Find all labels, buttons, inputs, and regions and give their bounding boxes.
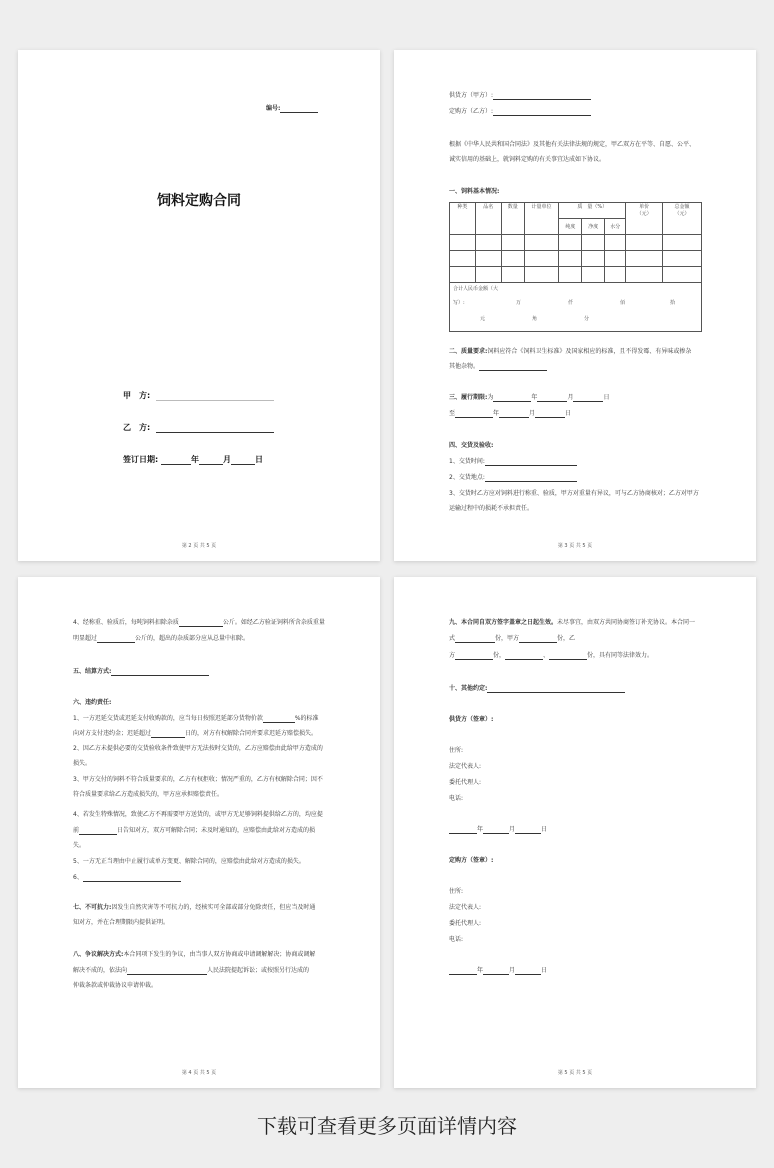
supplier-phone-label: 电话: <box>449 795 464 802</box>
section-3-title: 三、履行期限: <box>449 394 488 401</box>
table-header: 数量 <box>501 203 524 235</box>
intro-line-1: 根据《中华人民共和国合同法》及其他有关法律法规的规定，甲乙双方在平等、自愿、公平、 <box>449 141 696 148</box>
supplier-label: 供货方（甲方）: <box>449 92 494 99</box>
term-from: 为 <box>487 394 494 401</box>
section-2-line <box>449 348 691 356</box>
text-run: 人民法院提起诉讼；或按照另行达成的 <box>207 967 310 974</box>
section-8-title: 八、争议解决方式: <box>73 951 124 958</box>
s6-2-line-1: 2、因乙方未提供必要的交货验收条件致使甲方无法按时交货的，乙方应赔偿由此给甲方造成的 <box>73 745 323 752</box>
section-3-line-2 <box>449 410 571 418</box>
cover-page <box>18 50 380 561</box>
table-row <box>450 235 702 251</box>
buyer-blank <box>493 115 591 116</box>
text-run: 公斤。如经乙方验证饲料所含杂质重量 <box>222 619 325 626</box>
table-header-row <box>450 203 702 219</box>
contract-number-label: 编号: <box>266 105 281 112</box>
month-label: 月 <box>223 455 231 464</box>
unit-price-header: 单价 <box>639 204 650 210</box>
page-3 <box>18 577 380 1088</box>
s6-3-line-1: 3、甲方交付的饲料不符合质量要求的，乙方有权拒收；情况严重的，乙方有权解除合同；因不 <box>73 776 323 783</box>
unit-jiao: 角 <box>532 316 538 322</box>
table-header <box>626 203 663 235</box>
section-2-text: 饲料应符合《饲料卫生标准》及国家相应的标准，且不得发霉、有异味或掺杂 <box>487 348 692 355</box>
buyer-line <box>449 108 591 116</box>
settlement-blank <box>111 675 209 676</box>
text-run: 式 <box>449 635 456 642</box>
text-run: 份，具有同等法律效力。 <box>587 652 654 659</box>
s6-4-line-2 <box>73 827 315 835</box>
section-2-title: 二、质量要求: <box>449 348 488 355</box>
day-label: 日 <box>565 410 572 417</box>
document-title: 饲料定购合同 <box>157 193 241 209</box>
total-amount-cell <box>450 283 702 332</box>
section-7-line-1 <box>73 904 315 912</box>
party-b-line <box>123 422 274 433</box>
intro-line-2: 诚实信用的基础上，就饲料定购的有关事宜达成如下协议。 <box>449 156 606 163</box>
buyer-sign-label: 定购方（签章）: <box>449 857 494 864</box>
party-a-blank <box>156 400 274 401</box>
unit-shi: 拾 <box>670 300 676 306</box>
party-b-label: 乙 方: <box>123 423 151 432</box>
s6-5-line: 5、一方无正当理由中止履行或单方变更、解除合同的，应赔偿由此给对方造成的损失。 <box>73 858 305 865</box>
delivery-time-label: 1、交货时间: <box>449 458 485 465</box>
section-7-line-2: 知对方，并在合理期限内提供证明。 <box>73 919 170 926</box>
text-run: 公斤的，超出的杂质部分应从总量中扣除。 <box>135 635 250 642</box>
month-label: 月 <box>509 826 516 833</box>
s6-6-line <box>73 874 181 882</box>
section-4-title: 四、交货及验收: <box>449 442 494 449</box>
year-label: 年 <box>493 410 500 417</box>
section-2-blank <box>479 370 547 371</box>
s6-4-line-1: 4、若发生特殊情况，致使乙方不再需要甲方送货的，或甲方无足够饲料提供给乙方的，均应提 <box>73 811 323 818</box>
section-9-line-2 <box>449 635 575 643</box>
text-run: 向对方支付违约金；迟延超过 <box>73 730 152 737</box>
table-total-row <box>450 283 702 332</box>
unit-yuan: 元 <box>480 316 486 322</box>
unit-bai: 佰 <box>620 300 626 306</box>
section-8-line-1 <box>73 951 315 959</box>
s6-1-line-2 <box>73 730 317 738</box>
table-header: 计量单位 <box>524 203 559 235</box>
text-run: 因发生自然灾害等不可抗力的，经核实可全部或部分免除责任，但应当及时通 <box>111 904 316 911</box>
text-run: 4、经称重、验质后，每吨饲料扣除杂质 <box>73 619 179 626</box>
unit-fen: 分 <box>584 316 590 322</box>
section-10-line <box>449 685 625 693</box>
party-a-line <box>123 390 274 401</box>
section-8-line-2 <box>73 967 309 975</box>
supplier-line <box>449 92 591 100</box>
unit-wan: 万 <box>516 300 522 306</box>
buyer-address-label: 住所: <box>449 888 464 895</box>
section-5-line <box>73 668 209 676</box>
supplier-agent-label: 委托代理人: <box>449 779 482 786</box>
section-4-3-line-1: 3、交货时乙方应对饲料进行称重、验质，甲方对重量有异议，可与乙方协商核对；乙方对甲方 <box>449 490 699 497</box>
table-header: 品名 <box>475 203 501 235</box>
table-header <box>663 203 702 235</box>
total-label-1: 合计人民币金额（大 <box>453 286 499 292</box>
table-header: 质 量（%） <box>559 203 626 219</box>
table-subheader: 纯度 <box>559 219 582 235</box>
table-row <box>450 251 702 267</box>
text-run: 日告知对方，双方可解除合同；未及时通知的，应赔偿由此给对方造成的损 <box>117 827 316 834</box>
year-label: 年 <box>531 394 538 401</box>
weighing-line-1 <box>73 619 325 627</box>
section-9-title: 九、本合同自双方签字盖章之日起生效。 <box>449 619 558 626</box>
unit-price-unit: （元） <box>636 211 652 217</box>
weighing-line-2 <box>73 635 249 643</box>
section-8-line-3: 仲裁条款或仲裁协议申请仲裁。 <box>73 982 158 989</box>
text-run: 1、一方迟延交货或迟延支付收购款的，应当每日按照迟延部分货物价款 <box>73 715 263 722</box>
text-run: 明显超过 <box>73 635 98 642</box>
day-label: 日 <box>541 826 548 833</box>
term-to: 至 <box>449 410 456 417</box>
delivery-place-blank <box>485 481 577 482</box>
section-4-3-line-2: 运输过程中的损耗不承担责任。 <box>449 505 534 512</box>
contract-number-blank <box>280 112 318 113</box>
text-run: %的标准 <box>294 715 319 722</box>
page-footer: 第 2 页 共 5 页 <box>181 543 217 549</box>
day-label: 日 <box>541 967 548 974</box>
delivery-time-blank <box>485 465 577 466</box>
other-terms-blank <box>487 692 625 693</box>
download-caption[interactable]: 下载可查看更多页面详情内容 <box>257 1114 517 1138</box>
table-subheader: 水分 <box>605 219 626 235</box>
day-label: 日 <box>603 394 610 401</box>
delivery-place-line <box>449 474 577 482</box>
buyer-date-line <box>449 967 547 975</box>
page-4 <box>394 577 756 1088</box>
section-5-title: 五、结算方式: <box>73 668 112 675</box>
sign-date-line <box>123 454 263 465</box>
delivery-place-label: 2、交货地点: <box>449 474 485 481</box>
s6-2-line-2: 损失。 <box>73 760 92 767</box>
page-footer: 第 4 页 共 5 页 <box>181 1070 217 1076</box>
text-run: 前 <box>73 827 80 834</box>
sign-date-label: 签订日期: <box>123 455 159 464</box>
year-label: 年 <box>477 967 484 974</box>
s6-4-line-3: 失。 <box>73 842 86 849</box>
feed-table <box>449 202 702 332</box>
section-9-line-1 <box>449 619 695 627</box>
supplier-address-label: 住所: <box>449 747 464 754</box>
table-subheader: 净度 <box>582 219 605 235</box>
month-label: 月 <box>509 967 516 974</box>
day-label: 日 <box>255 455 263 464</box>
party-b-blank <box>156 432 274 433</box>
unit-qian: 仟 <box>568 300 574 306</box>
total-label-2: 写）: <box>453 300 465 306</box>
text-run: 日的，对方有权解除合同并要求迟延方赔偿损失。 <box>185 730 318 737</box>
text-run: 份，甲方 <box>495 635 520 642</box>
text-run: 份，乙 <box>557 635 576 642</box>
month-label: 月 <box>529 410 536 417</box>
section-6-title: 六、违约责任: <box>73 699 112 706</box>
section-2-line-2 <box>449 363 547 371</box>
s6-1-line-1 <box>73 715 319 723</box>
s6-3-line-2: 符合质量要求给乙方造成损失的，甲方应承担赔偿责任。 <box>73 791 224 798</box>
buyer-legal-rep-label: 法定代表人: <box>449 904 482 911</box>
table-header: 种类 <box>450 203 476 235</box>
table-row <box>450 267 702 283</box>
section-10-title: 十、其他约定: <box>449 685 488 692</box>
supplier-blank <box>493 99 591 100</box>
contract-number <box>266 105 318 113</box>
page-footer: 第 5 页 共 5 页 <box>557 1070 593 1076</box>
section-7-title: 七、不可抗力: <box>73 904 112 911</box>
month-label: 月 <box>567 394 574 401</box>
supplier-sign-label: 供货方（签章）: <box>449 716 494 723</box>
total-header: 总金额 <box>674 204 690 210</box>
page-footer: 第 3 页 共 5 页 <box>557 543 593 549</box>
buyer-label: 定购方（乙方）: <box>449 108 494 115</box>
text-run: 解决不成的，依法向 <box>73 967 128 974</box>
supplier-legal-rep-label: 法定代表人: <box>449 763 482 770</box>
text-run: 份， <box>493 652 506 659</box>
text-run: 本合同项下发生的争议，由当事人双方协商或申请调解解决；协商或调解 <box>123 951 316 958</box>
buyer-phone-label: 电话: <box>449 936 464 943</box>
text-run: 6、 <box>73 874 83 881</box>
supplier-date-line <box>449 826 547 834</box>
page-2 <box>394 50 756 561</box>
section-2-text-2: 其他杂物。 <box>449 363 480 370</box>
party-a-label: 甲 方: <box>123 391 151 400</box>
delivery-time-line <box>449 458 577 466</box>
section-9-line-3: 方 份， 、 份，具有同等法律效力。 <box>449 652 654 659</box>
text-run: 未尽事宜，由双方共同协商签订补充协议。本合同一 <box>557 619 696 626</box>
total-unit: （元） <box>674 211 690 217</box>
year-label: 年 <box>191 455 199 464</box>
text-run: 方 <box>449 652 456 659</box>
section-3-line-1 <box>449 394 609 402</box>
buyer-agent-label: 委托代理人: <box>449 920 482 927</box>
section-1-title: 一、饲料基本情况: <box>449 188 500 195</box>
year-label: 年 <box>477 826 484 833</box>
